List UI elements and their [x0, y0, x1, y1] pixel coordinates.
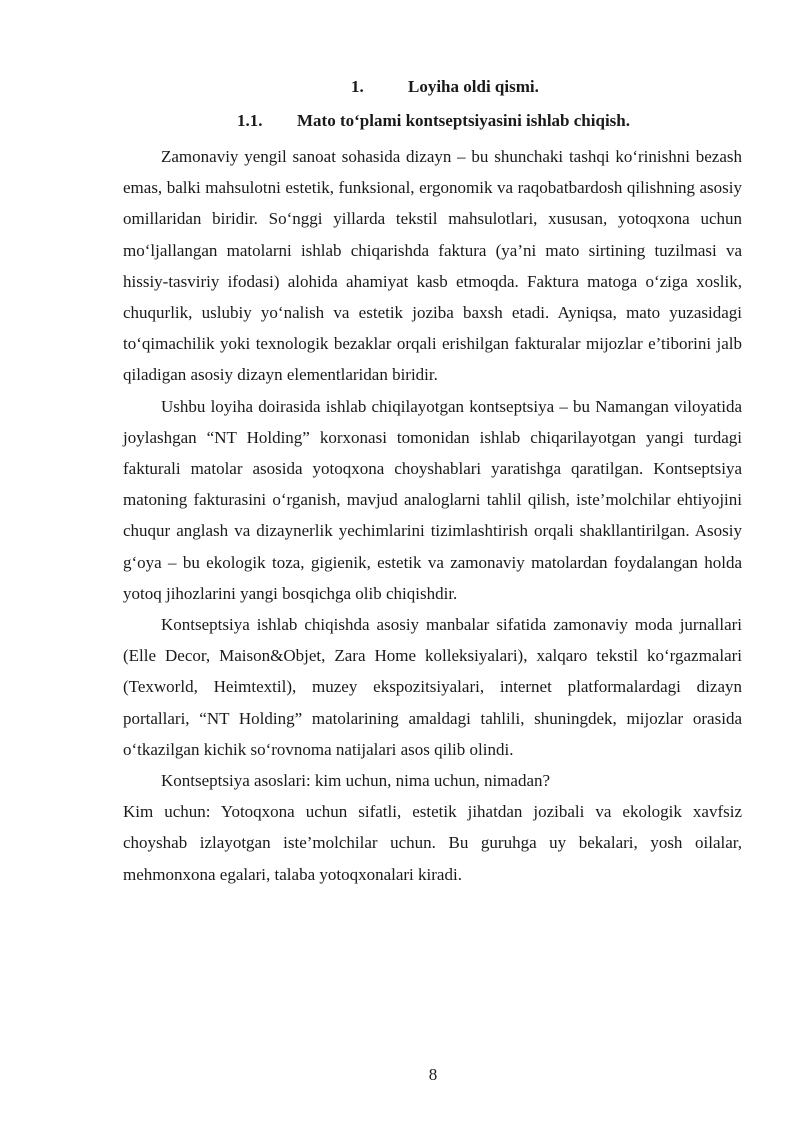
paragraph: Zamonaviy yengil sanoat sohasida dizayn – bu shunchaki tashqi ko‘rinishni bezash emas, balki mahsulotni estetik, funksional, ergonomik va raqobatbardosh qilishning asosiy omillaridan biridir. So‘nggi yillarda tekstil mahsulotlari, xususan, yotoqxona uchun mo‘ljallangan matolarni ishlab chiqarishda faktura (ya’ni mato sirtining tuzilmasi va hissiy-tasviriy ifodasi) alohida ahamiyat kasb etmoqda. Faktura matoga o‘ziga xoslik, chuqurlik, uslubiy yo‘nalish va estetik joziba baxsh etadi. Ayniqsa, mato yuzasidagi to‘qimachilik yoki texnologik bezaklar orqali erishilgan fakturalar mijozlar e’tiborini jalb qiladigan asosiy dizayn elementlaridan biridir.	[123, 147, 742, 385]
section-number: 1.	[351, 77, 364, 96]
paragraph: Kim uchun: Yotoqxona uchun sifatli, estetik jihatdan jozibali va ekologik xavfsiz choyshab izlayotgan iste’molchilar uchun. Bu guruhga uy bekalari, yosh oilalar, mehmonxona egalari, talaba yotoqxonalari kiradi.	[123, 802, 742, 884]
section-heading	[351, 77, 539, 97]
paragraph: Ushbu loyiha doirasida ishlab chiqilayotgan kontseptsiya – bu Namangan viloyatida joylashgan “NT Holding” korxonasi tomonidan ishlab chiqarilayotgan yangi turdagi fakturali matolar asosida yotoqxona choyshablari yaratishga qaratilgan. Kontseptsiya matoning fakturasini o‘rganish, mavjud analoglarni tahlil qilish, iste’molchilar ehtiyojini chuqur anglash va dizaynerlik yechimlarini tizimlashtirish orqali shakllantirilgan. Asosiy g‘oya – bu ekologik toza, gigienik, estetik va zamonaviy matolardan foydalangan holda yotoq jihozlarini yangi bosqichga olib chiqishdir.	[123, 396, 742, 603]
subsection-number: 1.1.	[237, 111, 263, 130]
subsection-title: Mato to‘plami kontseptsiyasini ishlab chiqish.	[297, 111, 630, 130]
page-number: 8	[428, 1065, 438, 1084]
section-title: Loyiha oldi qismi.	[408, 77, 539, 96]
body-text	[123, 141, 742, 890]
subsection-heading	[237, 111, 630, 131]
paragraph: Kontseptsiya ishlab chiqishda asosiy manbalar sifatida zamonaviy moda jurnallari (Elle Decor, Maison&Objet, Zara Home kolleksiyalari), xalqaro tekstil ko‘rgazmalari (Texworld, Heimtextil), muzey ekspozitsiyalari, internet platformalardagi dizayn portallari, “NT Holding” matolarining amaldagi tahlili, shuningdek, mijozlar orasida o‘tkazilgan kichik so‘rovnoma natijalari asos qilib olindi.	[123, 615, 742, 759]
paragraph: Kontseptsiya asoslari: kim uchun, nima uchun, nimadan?	[161, 771, 551, 791]
